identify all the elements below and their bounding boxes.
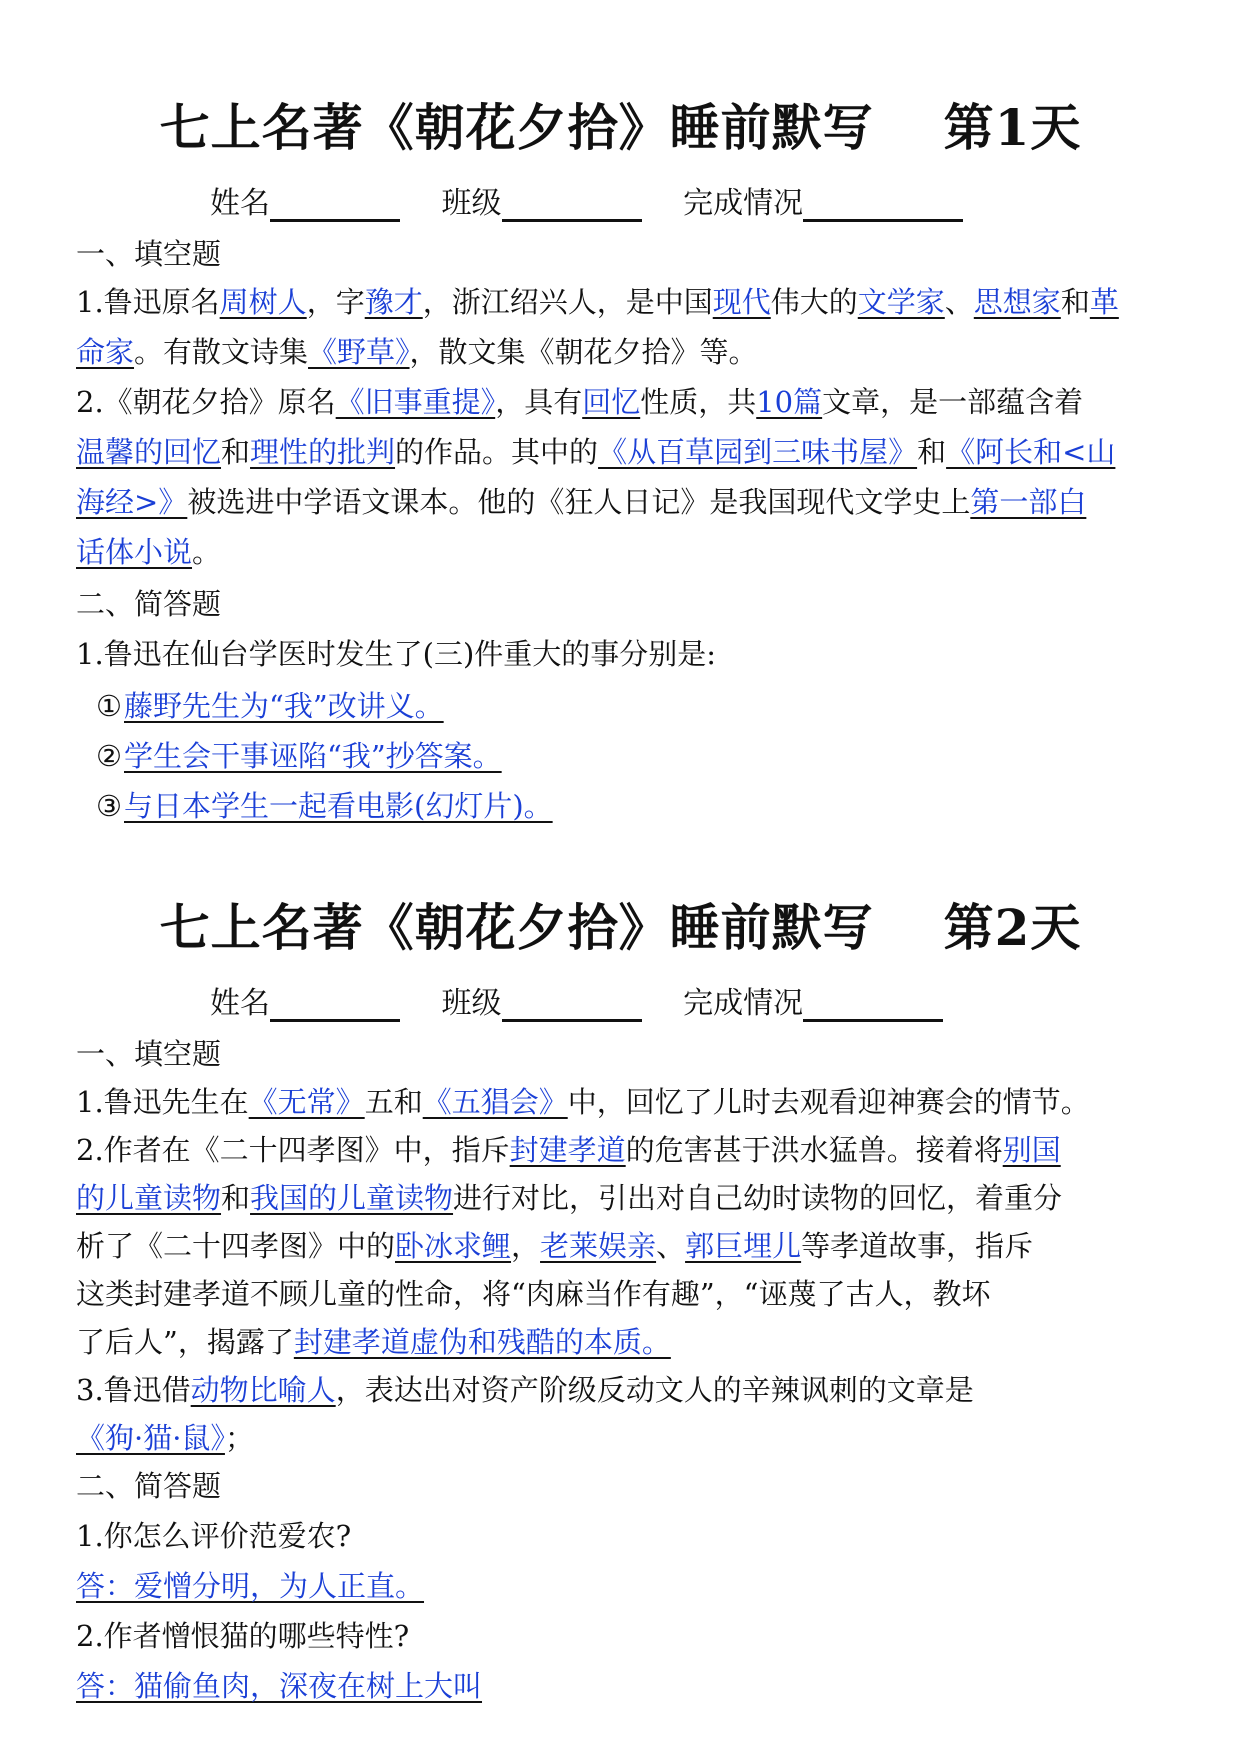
answer: 豫才 [364, 285, 423, 319]
answer: 封建孝道虚伪和残酷的本质。 [293, 1325, 671, 1359]
answer: 思想家 [973, 285, 1061, 319]
answer: 老莱娱亲 [540, 1229, 657, 1263]
status-label: 完成情况 [683, 986, 804, 1021]
text: ，浙江绍兴人，是中国 [422, 285, 713, 319]
text: 1.鲁迅先生在 [76, 1085, 249, 1119]
class-label: 班级 [441, 986, 502, 1021]
day2-title-text: 七上名著《朝花夕拾》睡前默写 [159, 898, 874, 957]
name-blank[interactable] [270, 191, 400, 222]
day2-q2-line5 [76, 1324, 671, 1360]
day1-title-text: 七上名著《朝花夕拾》睡前默写 [159, 98, 874, 157]
text: 五和 [364, 1085, 423, 1119]
text: 文章，是一部蕴含着 [822, 385, 1084, 419]
answer: 《五猖会》 [422, 1085, 568, 1119]
day2-q3-line1 [76, 1372, 974, 1408]
day1-q3-question: 1.鲁迅在仙台学医时发生了(三)件重大的事分别是: [76, 637, 717, 671]
text: 和 [917, 435, 947, 469]
day1-q1-line2 [76, 334, 758, 370]
day1-q1-line1 [76, 284, 1119, 320]
day2-q3-line2 [76, 1420, 254, 1456]
day2-q1 [76, 1084, 1090, 1120]
answer: 卧冰求鲤 [395, 1229, 512, 1263]
answer: 海经>》 [76, 485, 188, 519]
text: 、 [944, 285, 974, 319]
text: 。 [192, 535, 222, 569]
text: ，散文集《朝花夕拾》等。 [409, 335, 758, 369]
text: ，具有 [495, 385, 583, 419]
answer: 文学家 [857, 285, 945, 319]
answer: 现代 [712, 285, 771, 319]
text: ，表达出对资产阶级反动文人的辛辣讽刺的文章是 [335, 1373, 974, 1407]
item-marker: ③ [96, 789, 122, 823]
answer: 学生会干事诬陷“我”抄答案。 [124, 739, 502, 773]
answer: 理性的批判 [250, 435, 396, 469]
text: 1.鲁迅原名 [76, 285, 220, 319]
answer: 《狗·猫·鼠》 [76, 1421, 225, 1455]
day1-q3-item2 [96, 738, 502, 774]
text: ，字 [306, 285, 365, 319]
answer: 《无常》 [248, 1085, 365, 1119]
text: ； [224, 1421, 254, 1455]
day1-q3-item3 [96, 788, 553, 824]
answer: 封建孝道 [509, 1133, 626, 1167]
text: 了后人”，揭露了 [76, 1325, 294, 1359]
text: 析了《二十四孝图》中的 [76, 1229, 396, 1263]
answer: 与日本学生一起看电影(幻灯片)。 [124, 789, 553, 823]
answer: 我国的儿童读物 [250, 1181, 454, 1215]
day1-info-row [210, 178, 995, 222]
answer: 藤野先生为“我”改讲义。 [124, 689, 444, 723]
day2-q5-question: 2.作者憎恨猫的哪些特性? [76, 1619, 410, 1653]
day2-q2-line4: 这类封建孝道不顾儿童的性命，将“肉麻当作有趣”，“诬蔑了古人，教坏 [76, 1277, 991, 1311]
day2-info-row [210, 978, 975, 1022]
text: 2.作者在《二十四孝图》中，指斥 [76, 1133, 510, 1167]
text: 3.鲁迅借 [76, 1373, 191, 1407]
text: 伟大的 [770, 285, 858, 319]
day1-q2-line1 [76, 384, 1083, 420]
name-label: 姓名 [210, 186, 270, 221]
class-blank[interactable] [502, 191, 642, 222]
answer: 10篇 [756, 385, 823, 419]
name-blank[interactable] [270, 991, 400, 1022]
day1-title [0, 88, 1241, 160]
text: 和 [221, 435, 251, 469]
text: 和 [221, 1181, 251, 1215]
text: 、 [656, 1229, 686, 1263]
answer: 答：猫偷鱼肉，深夜在树上大叫 [76, 1669, 483, 1703]
answer: 的儿童读物 [76, 1181, 222, 1215]
day2-q2-line2 [76, 1180, 1062, 1216]
answer: 周树人 [219, 285, 307, 319]
day1-section2-heading: 二、简答题 [76, 587, 222, 621]
text: 的危害甚于洪水猛兽。接着将 [625, 1133, 1003, 1167]
answer: 《从百草园到三味书屋》 [598, 435, 918, 469]
day2-q2-line3 [76, 1228, 1033, 1264]
day1-q2-line2 [76, 434, 1115, 470]
day1-q2-line4 [76, 534, 221, 570]
day2-q2-line1 [76, 1132, 1061, 1168]
day2-q4-question: 1.你怎么评价范爱农? [76, 1519, 352, 1553]
class-blank[interactable] [502, 991, 642, 1022]
answer: 温馨的回忆 [76, 435, 222, 469]
text: 被选进中学语文课本。他的《狂人日记》是我国现代文学史上 [187, 485, 971, 519]
text: 性质，共 [640, 385, 757, 419]
day2-section2-heading: 二、简答题 [76, 1469, 222, 1503]
answer: 别国 [1002, 1133, 1061, 1167]
text: 等孝道故事，指斥 [801, 1229, 1034, 1263]
item-marker: ② [96, 739, 122, 773]
text: 进行对比，引出对自己幼时读物的回忆，着重分 [453, 1181, 1063, 1215]
day1-q3-item1 [96, 688, 444, 724]
day2-q5-answer [76, 1668, 482, 1704]
day2-section1-heading: 一、填空题 [76, 1037, 222, 1071]
answer: 命家 [76, 335, 135, 369]
text: 2.《朝花夕拾》原名 [76, 385, 336, 419]
day1-section1-heading: 一、填空题 [76, 237, 222, 271]
text: 的作品。其中的 [395, 435, 599, 469]
text: ， [511, 1229, 541, 1263]
answer: 回忆 [582, 385, 641, 419]
text: 和 [1060, 285, 1090, 319]
answer: 《旧事重提》 [335, 385, 496, 419]
day1-day-label: 第1天 [943, 98, 1082, 157]
day2-title [0, 888, 1241, 960]
day1-q2-line3 [76, 484, 1086, 520]
answer: 第一部白 [970, 485, 1087, 519]
answer: 《阿长和<山 [946, 435, 1116, 469]
status-label: 完成情况 [683, 186, 804, 221]
answer: 革 [1089, 285, 1119, 319]
answer: 《野草》 [308, 335, 410, 369]
answer: 答：爱憎分明，为人正直。 [76, 1569, 425, 1603]
name-label: 姓名 [210, 986, 270, 1021]
item-marker: ① [96, 689, 122, 723]
text: 。有散文诗集 [134, 335, 309, 369]
answer: 话体小说 [76, 535, 193, 569]
status-blank[interactable] [803, 991, 943, 1022]
class-label: 班级 [441, 186, 502, 221]
day2-day-label: 第2天 [943, 898, 1082, 957]
day2-q4-answer [76, 1568, 424, 1604]
text: 中，回忆了儿时去观看迎神赛会的情节。 [567, 1085, 1090, 1119]
status-blank[interactable] [803, 191, 963, 222]
answer: 郭巨埋儿 [685, 1229, 802, 1263]
answer: 动物比喻人 [190, 1373, 336, 1407]
